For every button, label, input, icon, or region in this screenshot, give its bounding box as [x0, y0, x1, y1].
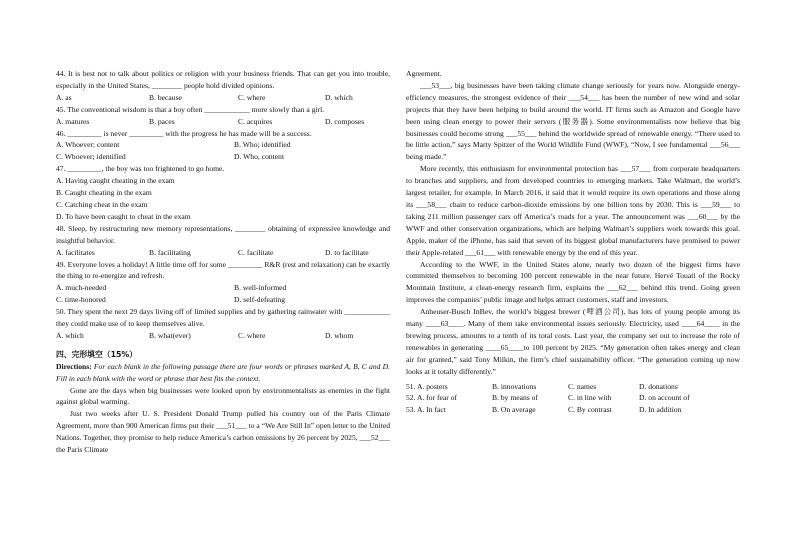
option-d: D. to facilitate	[325, 247, 369, 257]
option-b: B. On average	[492, 405, 536, 415]
option-c: C. where	[238, 330, 266, 340]
option-a: A. as	[56, 92, 72, 102]
option-d: D. In addition	[639, 405, 682, 415]
left-column	[56, 68, 390, 456]
option-b: B. paces	[149, 116, 175, 126]
question-stem: 48. Sleep, by restructuring new memory representations, ________ obtaining of expressive knowledge and insightful behavior.	[56, 223, 390, 245]
passage-paragraph-3: ___53___, big businesses have been taking climate change seriously for years now. Alongside energy-efficiency measures, the strongest evidence of their ___54___ has been the number of new wind and solar projects that they have been helping to build around the world. IT firms such as Amazon and Google have been using clean energy to power their servers (服务器). Some environmentalists now believe that big businesses could become strong ___55___ behind the worldwide spread of renewable energy. “There used to be little action,” says Marty Spitzer of the World Wildlife Fund (WWF), “Now, I see fundamental ___56___ being made.”	[406, 80, 740, 162]
option-d: D. To have been caught to cheat in the exam	[56, 211, 191, 221]
option-c: C. names	[568, 381, 597, 391]
passage-paragraph-6: Anheuser-Busch InBev, the world’s biggest brewer (啤酒公司), has lots of young people among its many ____63____. Many of them take environmental issues seriously. Electricity, used ____64____ in the brewing process, amounts to a tenth of its total costs. Last year, the company set out to increase the role of renewables in generating ____65____to 100 percent by 2025. “My generation often takes energy and clean air for granted,” said Tony Milkin, the firm’s chief sustainability officer. “The generation coming up now looks at it totally differently.”	[406, 307, 740, 376]
option-b: B. Caught cheating in the exam	[56, 188, 152, 198]
passage-continuation: Agreement.	[406, 69, 442, 78]
question-50	[56, 306, 390, 342]
option-d: D. whom	[325, 330, 354, 340]
option-a: A. matures	[56, 116, 90, 126]
passage-paragraph-5: According to the WWF, in the United States alone, nearly two dozen of the biggest firms have committed themselves to becoming 100 percent renewable in the near future. Hervé Touati of the Rocky Mountain Institute, a clean-energy research firm, explains the ___62___ behind this trend. Going green improves the companies’ public image and helps attract customers, staff and investors.	[406, 259, 740, 305]
question-51-options	[406, 381, 740, 393]
option-b: B. well-informed	[234, 283, 287, 293]
option-d: D. donations	[639, 381, 678, 391]
directions-text: For each blank in the following passage there are four words or phrases marked A, B, C and D. Fill in each blank with the word or phrase that best fits the context.	[56, 361, 390, 383]
question-49	[56, 259, 390, 307]
question-stem: 44. It is best not to talk about politics or religion with your business friends. That can get you into trouble, especially in the United States, ________ people hold divided opinions.	[56, 69, 390, 90]
option-row	[56, 330, 390, 342]
option-d: D. which	[325, 92, 353, 102]
option-c: C. in line with	[568, 393, 612, 403]
directions-label: Directions:	[56, 361, 92, 371]
option-b: B. by means of	[492, 393, 538, 403]
option-b: B. because	[149, 92, 182, 102]
option-c: C. acquires	[238, 116, 273, 126]
option-d: D. composes	[325, 116, 365, 126]
right-column	[406, 68, 740, 416]
option-b: B. Who; identified	[234, 140, 291, 150]
section-title: 四、完形填空（15%）	[56, 349, 138, 359]
option-c: C. facilitate	[238, 247, 274, 257]
question-stem: 45. The conventional wisdom is that a boy often ____________ more slowly than a girl.	[56, 104, 325, 114]
option-a: A. facilitates	[56, 247, 95, 257]
option-c: C. where	[238, 92, 266, 102]
option-b: B. what(ever)	[149, 330, 191, 340]
option-row	[56, 116, 390, 128]
option-row	[56, 92, 390, 104]
option-a: A. Having caught cheating in the exam	[56, 176, 175, 186]
question-53-options	[406, 404, 740, 416]
question-44	[56, 68, 390, 104]
option-a: A. which	[56, 330, 84, 340]
option-d: D. on account of	[639, 393, 690, 403]
question-46	[56, 128, 390, 164]
question-stem: 46. _________ is never _________ with the progress he has made will be a success.	[56, 128, 312, 138]
option-c: C. Catching cheat in the exam	[56, 199, 148, 209]
option-c: C. By contrast	[568, 405, 612, 415]
question-stem: 49. Everyone loves a holiday! A little time off for some _________ R&R (rest and relaxation) can be exactly the thing to re-energize and refresh.	[56, 259, 390, 281]
option-a: A. much-needed	[56, 283, 107, 293]
question-48	[56, 223, 390, 259]
question-47	[56, 163, 390, 223]
option-a: A. Whoever; content	[56, 140, 120, 150]
option-d: D. self-defeating	[234, 295, 286, 305]
passage-paragraph-4: More recently, this enthusiasm for environmental protection has ___57___ from corporate headquarters to branches and suppliers, and from developed countries to emerging markets. Take Walmart, the world’s largest retailer, for example. In March 2016, it said that it would require its own operations and those along its ___58___ chain to reduce carbon-dioxide emissions by one billion tons by 2030. This is ___59___ to taking 211 million passenger cars off America’s roads for a year. The announcement was ___60___ by the WWF and other conservation organizations, which are helping Walmart’s suppliers work towards this goal. Apple, maker of the iPhone, has said that seven of its biggest global manufacturers have promised to power their Apple-related ___61___ with renewable energy by the end of this year.	[406, 164, 740, 257]
directions	[56, 361, 390, 385]
passage-paragraph-1: Gone are the days when big businesses were looked upon by environmentalists as enemies in the fight against global warming.	[56, 385, 390, 407]
option-a: 53. A. In fact	[406, 405, 446, 415]
question-52-options	[406, 392, 740, 404]
question-stem: 50. They spent the next 29 days living off of limited supplies and by gathering rainwater with ____________ they could make use of to keep themselves alive.	[56, 307, 390, 329]
option-row	[56, 247, 390, 259]
option-grid	[56, 139, 390, 163]
option-b: B. innovations	[492, 381, 537, 391]
option-a: 51. A. posters	[406, 381, 448, 391]
option-c: C. Whoever; identified	[56, 152, 126, 162]
question-45	[56, 104, 390, 128]
question-stem: 47. _________, the boy was too frightened to go home.	[56, 164, 225, 174]
option-d: D. Who, content	[234, 152, 285, 162]
option-a: 52. A. for fear of	[406, 393, 458, 403]
option-c: C. time-honored	[56, 295, 106, 305]
option-b: B. facilitating	[149, 247, 191, 257]
option-grid	[56, 282, 390, 306]
passage-paragraph-2: Just two weeks after U. S. President Donald Trump pulled his country out of the Paris Climate Agreement, more than 900 American firms put their ___51___ to a “We Are Still In” open letter to the United Nations. Together, they promise to help reduce America’s carbon emissions by 26 percent by 2025, ___52___ the Paris Climate	[56, 409, 390, 455]
